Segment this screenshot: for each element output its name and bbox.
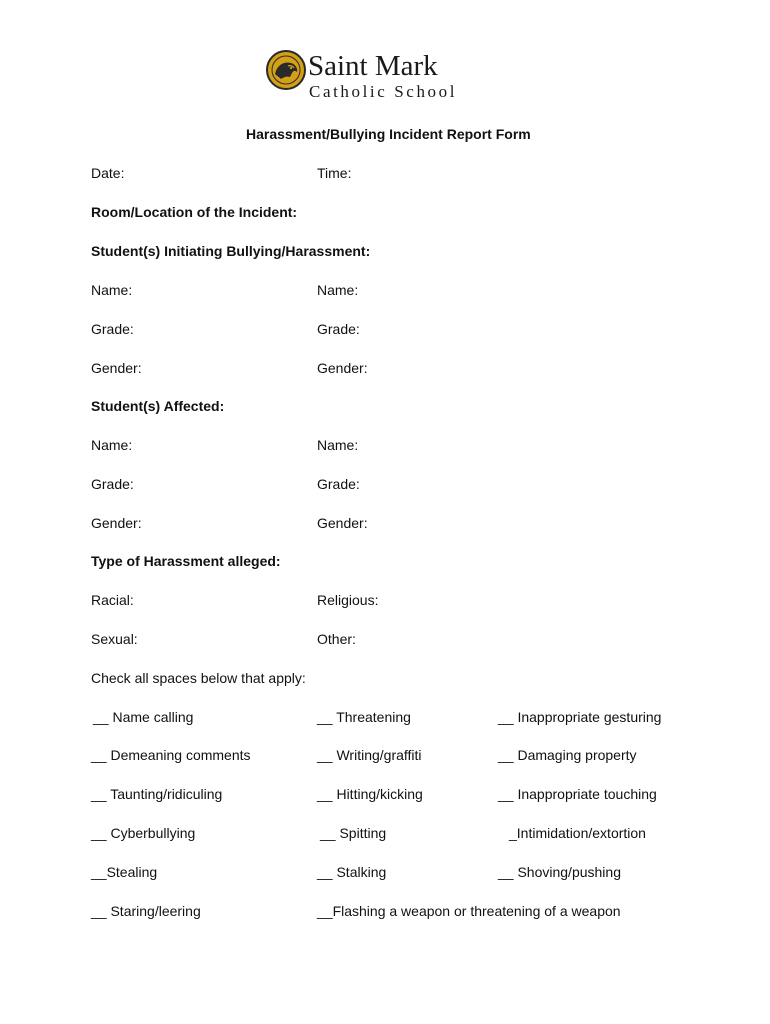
initiating-grade-1: Grade: bbox=[91, 321, 134, 337]
initiating-name-1: Name: bbox=[91, 282, 133, 298]
lion-seal-icon bbox=[266, 50, 306, 90]
initiating-gender-2: Gender: bbox=[317, 360, 368, 376]
affected-gender-2: Gender: bbox=[317, 515, 368, 531]
checklist-item: __Flashing a weapon or threatening of a weapon bbox=[317, 903, 621, 919]
type-other: Other: bbox=[317, 631, 356, 647]
logo-school-subtitle: Catholic School bbox=[309, 82, 458, 101]
checklist-item: __ Stalking bbox=[317, 864, 387, 880]
checklist-item: __ Inappropriate gesturing bbox=[498, 709, 662, 725]
checklist-item: __ Taunting/ridiculing bbox=[91, 786, 223, 802]
initiating-grade-2: Grade: bbox=[317, 321, 360, 337]
checklist-item: _Intimidation/extortion bbox=[509, 825, 646, 841]
type-heading: Type of Harassment alleged: bbox=[91, 553, 281, 569]
affected-gender-1: Gender: bbox=[91, 515, 142, 531]
checklist-item: __ Hitting/kicking bbox=[317, 786, 423, 802]
initiating-name-2: Name: bbox=[317, 282, 359, 298]
initiating-gender-1: Gender: bbox=[91, 360, 142, 376]
location-label: Room/Location of the Incident: bbox=[91, 204, 298, 220]
checklist-item: __ Demeaning comments bbox=[91, 747, 251, 763]
type-religious: Religious: bbox=[317, 592, 379, 608]
checklist-item: __ Spitting bbox=[320, 825, 387, 841]
checklist-item: __ Damaging property bbox=[498, 747, 637, 763]
type-racial: Racial: bbox=[91, 592, 134, 608]
affected-grade-2: Grade: bbox=[317, 476, 360, 492]
school-logo bbox=[266, 48, 466, 104]
checklist-item: __ Name calling bbox=[93, 709, 194, 725]
affected-name-1: Name: bbox=[91, 437, 133, 453]
type-sexual: Sexual: bbox=[91, 631, 138, 647]
time-label: Time: bbox=[317, 165, 352, 181]
date-label: Date: bbox=[91, 165, 125, 181]
affected-heading: Student(s) Affected: bbox=[91, 398, 225, 414]
checklist-item: __ Shoving/pushing bbox=[498, 864, 621, 880]
logo-school-name: Saint Mark bbox=[308, 50, 438, 82]
form-title: Harassment/Bullying Incident Report Form bbox=[246, 126, 531, 142]
checklist-item: __ Staring/leering bbox=[91, 903, 201, 919]
checklist-item: __ Inappropriate touching bbox=[498, 786, 657, 802]
checklist-item: __ Threatening bbox=[317, 709, 411, 725]
checklist-item: __Stealing bbox=[91, 864, 158, 880]
affected-name-2: Name: bbox=[317, 437, 359, 453]
initiating-heading: Student(s) Initiating Bullying/Harassment: bbox=[91, 243, 371, 259]
affected-grade-1: Grade: bbox=[91, 476, 134, 492]
checklist-item: __ Cyberbullying bbox=[91, 825, 196, 841]
checklist-item: __ Writing/graffiti bbox=[317, 747, 422, 763]
check-instruction: Check all spaces below that apply: bbox=[91, 670, 306, 686]
